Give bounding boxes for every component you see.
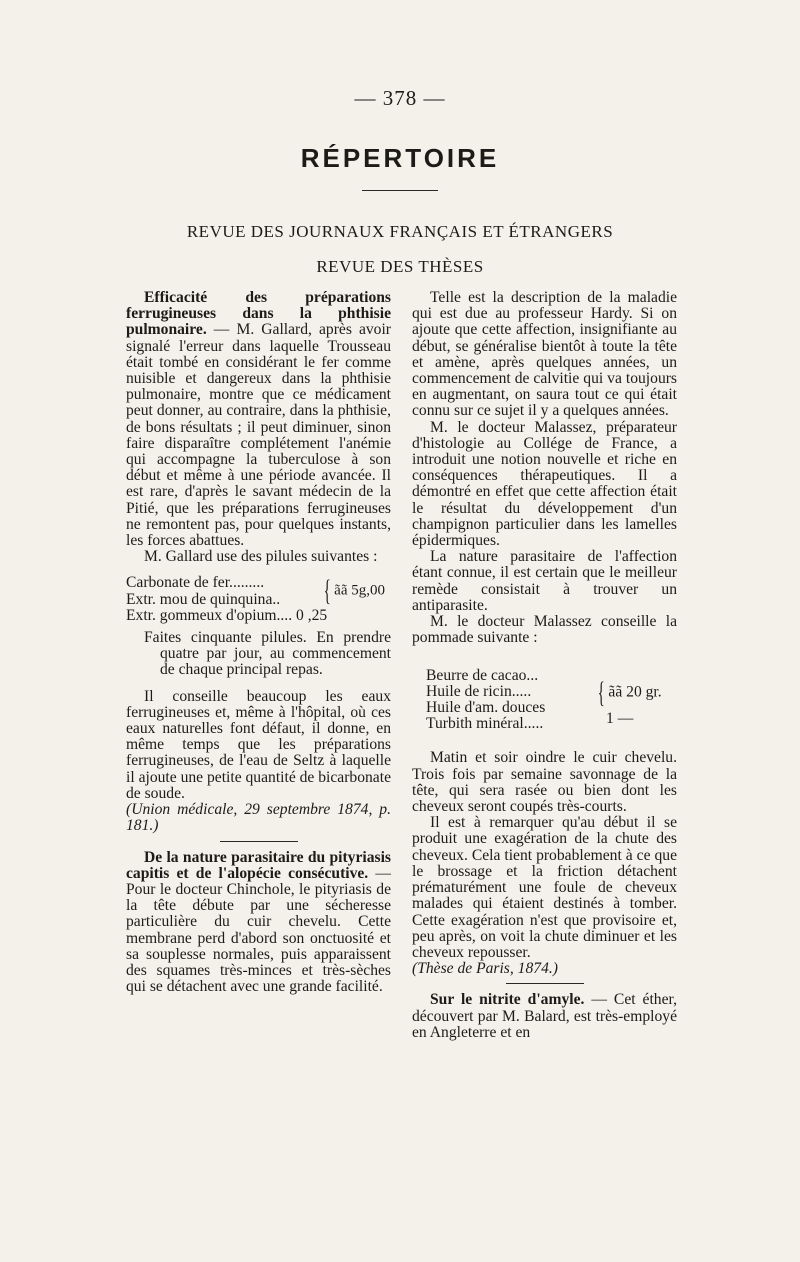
prescription-line: Huile de ricin..... xyxy=(426,683,532,701)
right-column xyxy=(412,290,677,1041)
title-rule xyxy=(362,190,438,191)
prescription-note: Faites cinquante pilules. En prendre quatre par jour, au commencement de chaque principal repas. xyxy=(144,629,391,679)
paragraph: Matin et soir oindre le cuir chevelu. Trois fois par semaine savonnage de la tête, qui sera rasée ou bien dont les cheveux seront coupés très-courts. xyxy=(412,749,677,816)
section-subtitle-journals: REVUE DES JOURNAUX FRANÇAIS ET ÉTRANGERS xyxy=(186,222,614,241)
paragraph: M. Gallard use des pilules suivantes : xyxy=(144,548,378,566)
article-title: De la nature parasitaire du pityriasis capitis et de l'alopécie consécutive. xyxy=(126,848,391,882)
prescription-line: Turbith minéral..... xyxy=(426,715,544,733)
prescription-quantity: { ãã 20 gr. xyxy=(597,676,662,710)
article-source: (Thèse de Paris, 1874.) xyxy=(412,960,558,978)
prescription-line: Beurre de cacao... xyxy=(426,667,539,685)
prescription-quantity: { ãã 5g,00 xyxy=(323,574,385,608)
article-text: — M. Gallard, après avoir signalé l'erreur dans laquelle Trousseau était tombé en considérant le fer comme nuisible et dangereux dans la phthisie pulmonaire, montre que ce médicament peut donner, au contraire, dans la phthisie, de bons résultats ; il peut diminuer, sinon faire disparaître complétement l'anémie qui accompagne la tuberculose à son début et même à une période avancée. Il est rare, d'après le savant médecin de la Pitié, que les préparations ferrugineuses ne remontent pas, pour quelques instants, les forces abattues. xyxy=(126,321,391,550)
page-title: RÉPERTOIRE xyxy=(300,143,500,173)
article-separator xyxy=(220,841,298,842)
paragraph: La nature parasitaire de l'affection étant connue, il est certain que le meilleur remède consistait à trouver un antiparasite. xyxy=(412,548,677,614)
article-text: — Cet éther, découvert par M. Balard, est très-employé en Angleterre et en xyxy=(412,991,677,1041)
article-pityriasis xyxy=(126,850,391,996)
prescription-quantity: 1 — xyxy=(606,710,634,728)
article-source: (Union médicale, 29 septembre 1874, p. 181.) xyxy=(126,801,391,835)
article-title: Sur le nitrite d'amyle. xyxy=(430,991,585,1009)
paragraph: M. le docteur Malassez conseille la pommade suivante : xyxy=(412,613,677,647)
prescription-pills xyxy=(126,575,391,624)
section-subtitle-theses: REVUE DES THÈSES xyxy=(316,257,484,276)
paragraph: Telle est la description de la maladie qui est due au professeur Hardy. Si on ajoute que cette affection, insignifiante au début, se généralise bientôt à toute la tête et amène, après quelques années, un commencement de calvitie qui va toujours en augmentant, on saura tout ce qui était connu sur ce sujet il y a quelques années. xyxy=(412,289,677,420)
prescription-line: Extr. mou de quinquina.. xyxy=(126,590,281,608)
article-nitrite xyxy=(412,992,677,1041)
prescription-line: Extr. gommeux d'opium.... 0 ,25 xyxy=(126,606,328,624)
prescription-pommade xyxy=(426,668,677,732)
article-text: — Pour le docteur Chinchole, le pityriasis de la tête débute par une sécheresse particulière du cuir chevelu. Cette membrane perd d'abord son onctuosité et sa souplesse normales, puis apparaissent des squames très-minces et très-sèches qui se détachent avec une grande facilité. xyxy=(126,864,391,996)
article-title: Efficacité des préparations ferrugineuses dans la phthisie pulmonaire. xyxy=(126,289,391,339)
paragraph: Il est à remarquer qu'au début il se produit une exagération de la chute des cheveux. Cela tient probablement à ce que le brossage et la friction détachent prématurément une foule de cheveux malades qui étaient destinés à tomber. Cette exagération n'est que provisoire et, peu après, on voit la chute diminuer et les cheveux repousser. xyxy=(412,814,677,961)
left-column xyxy=(126,290,391,995)
page-number: — 378 — xyxy=(354,86,446,110)
article-ferrugineuses xyxy=(126,290,391,549)
article-separator xyxy=(506,983,584,984)
paragraph: Il conseille beaucoup les eaux ferrugineuses et, même à l'hôpital, où ces eaux naturelles font défaut, il donne, en même temps que les préparations ferrugineuses, de l'eau de Seltz à laquelle il ajoute une petite quantité de bicarbonate de soude. xyxy=(126,687,391,802)
prescription-line: Huile d'am. douces xyxy=(426,699,546,717)
paragraph: M. le docteur Malassez, préparateur d'histologie au Collége de France, a introduit une notion nouvelle et riche en conséquences thérapeutiques. Il a démontré en effet que cette affection était le résultat du développement d'un champignon particulier dans les lamelles épidermiques. xyxy=(412,418,677,550)
prescription-line: Carbonate de fer......... xyxy=(126,574,265,592)
